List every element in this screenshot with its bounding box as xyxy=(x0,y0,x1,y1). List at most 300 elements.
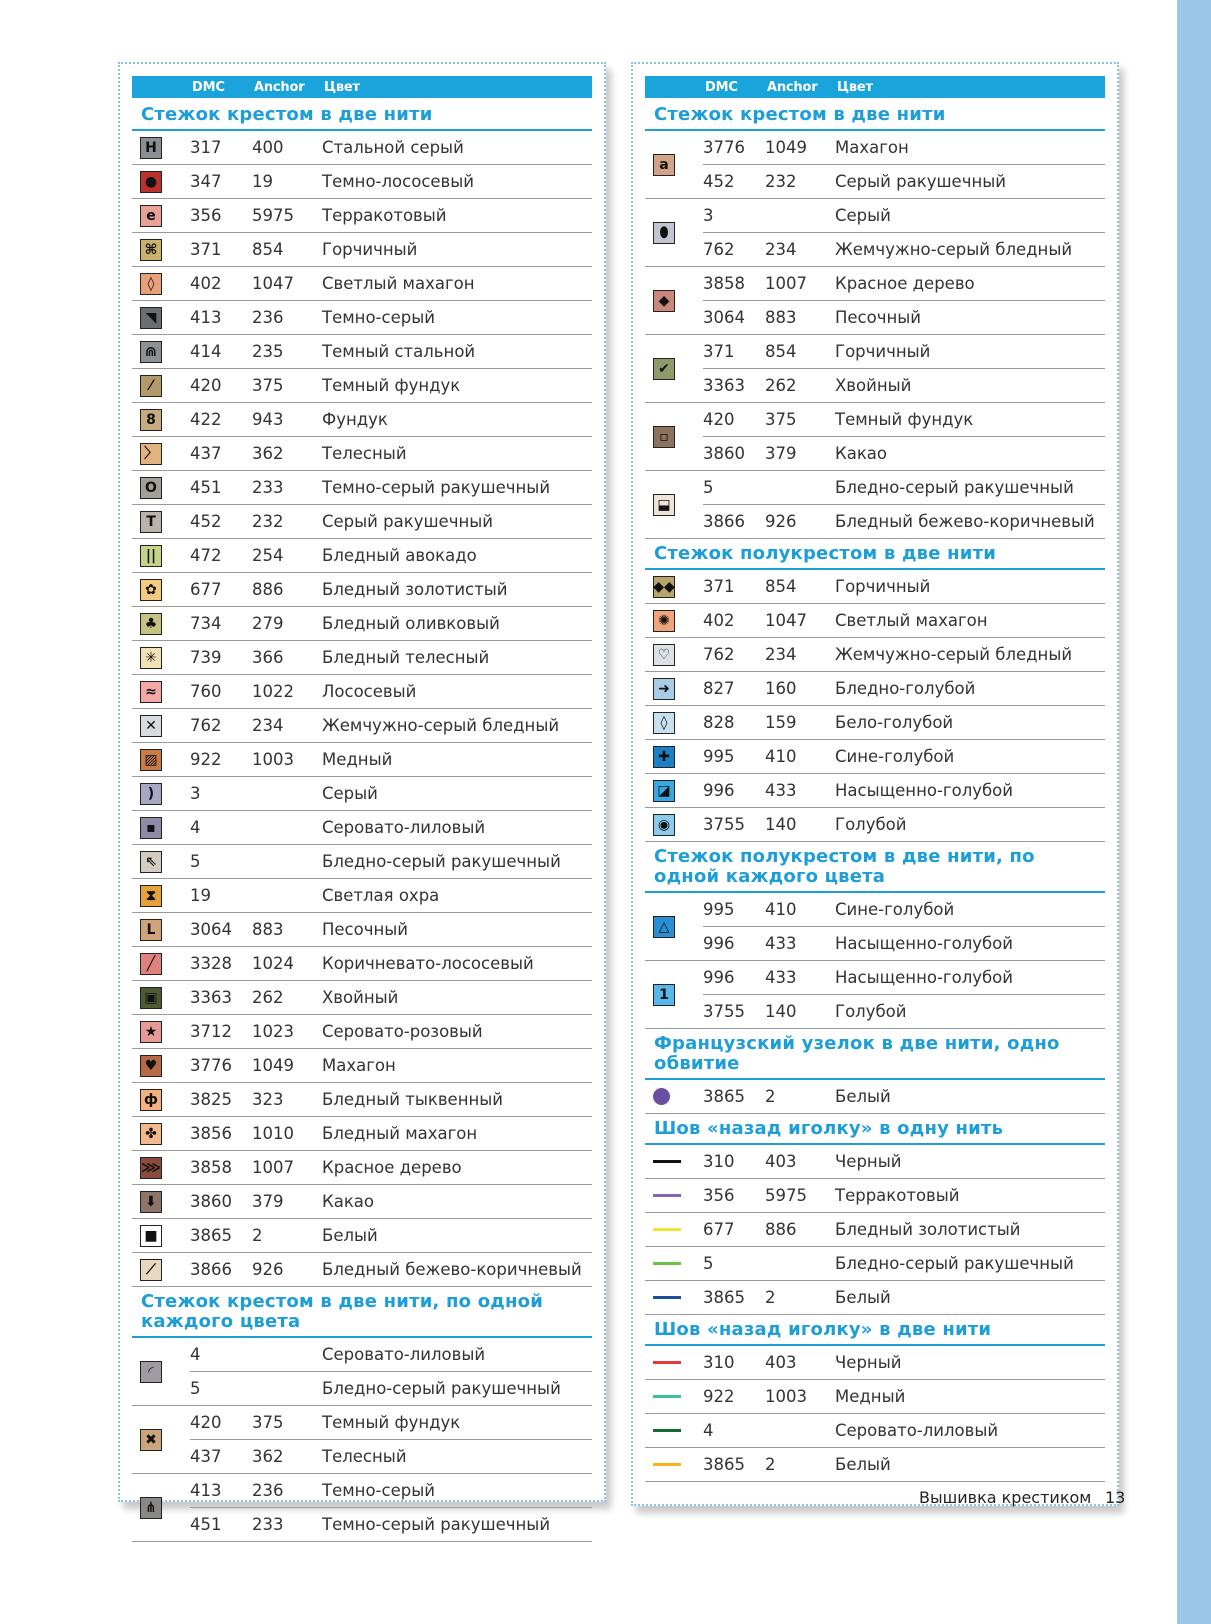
stitch-symbol-icon: ✔ xyxy=(653,358,675,380)
anchor-number: 1010 xyxy=(252,1124,294,1143)
section-title: Стежок крестом в две нити xyxy=(645,100,1105,131)
stitch-symbol-icon: ⋔ xyxy=(140,1497,162,1519)
legend-group xyxy=(132,301,592,335)
stitch-symbol-icon: ✳ xyxy=(140,647,162,669)
symbol-cell xyxy=(132,131,190,164)
stitch-symbol-icon: ✤ xyxy=(140,1123,162,1145)
thread-row xyxy=(703,638,1105,671)
thread-row xyxy=(190,1219,592,1252)
dmc-number: 762 xyxy=(703,645,735,664)
dmc-number: 317 xyxy=(190,138,222,157)
thread-row xyxy=(703,300,1105,334)
anchor-number: 235 xyxy=(252,342,284,361)
dmc-number: 4 xyxy=(190,1345,201,1364)
symbol-cell xyxy=(132,1219,190,1252)
backstitch-line-icon xyxy=(653,1262,681,1265)
dmc-number: 3776 xyxy=(190,1056,232,1075)
thread-row xyxy=(703,893,1105,926)
anchor-number: 379 xyxy=(765,444,797,463)
anchor-number: 379 xyxy=(252,1192,284,1211)
legend-group xyxy=(132,131,592,165)
stitch-symbol-icon: ♣ xyxy=(140,613,162,635)
thread-row xyxy=(703,706,1105,739)
thread-row xyxy=(190,709,592,742)
legend-group xyxy=(132,437,592,471)
color-name: Терракотовый xyxy=(835,1186,960,1205)
legend-group xyxy=(132,573,592,607)
anchor-number: 854 xyxy=(765,342,797,361)
color-name: Горчичный xyxy=(835,342,931,361)
stitch-symbol-icon: ■ xyxy=(140,1225,162,1247)
symbol-cell xyxy=(132,675,190,708)
symbol-cell xyxy=(645,1281,703,1314)
color-name: Жемчужно-серый бледный xyxy=(835,240,1073,259)
color-name: Бледно-серый ракушечный xyxy=(322,1379,561,1398)
stitch-symbol-icon: ✚ xyxy=(653,746,675,768)
thread-row xyxy=(190,1151,592,1184)
dmc-number: 5 xyxy=(190,852,201,871)
anchor-number: 233 xyxy=(252,478,284,497)
legend-group xyxy=(645,638,1105,672)
anchor-number: 366 xyxy=(252,648,284,667)
dmc-number: 452 xyxy=(703,172,735,191)
anchor-number: 234 xyxy=(252,716,284,735)
color-name: Бледный бежево-коричневый xyxy=(322,1260,582,1279)
symbol-cell xyxy=(132,199,190,232)
symbol-cell xyxy=(645,774,703,807)
legend-section xyxy=(132,1287,592,1542)
anchor-number: 234 xyxy=(765,645,797,664)
legend-group xyxy=(132,403,592,437)
stitch-symbol-icon: O xyxy=(140,477,162,499)
thread-row xyxy=(190,267,592,300)
anchor-number: 1047 xyxy=(765,611,807,630)
symbol-cell xyxy=(132,1338,190,1405)
section-title: Шов «назад иголку» в две нити xyxy=(645,1315,1105,1346)
legend-group xyxy=(132,1083,592,1117)
symbol-cell xyxy=(132,1151,190,1184)
section-title: Стежок полукрестом в две нити xyxy=(645,539,1105,570)
color-name: Темно-серый xyxy=(322,1481,435,1500)
stitch-symbol-icon: ✿ xyxy=(140,579,162,601)
anchor-number: 375 xyxy=(252,1413,284,1432)
thread-row xyxy=(190,947,592,980)
stitch-symbol-icon: ▪ xyxy=(140,817,162,839)
section-title: Французский узелок в две нити, одно обвитие xyxy=(645,1029,1105,1080)
legend-group xyxy=(132,505,592,539)
legend-group xyxy=(132,879,592,913)
symbol-cell xyxy=(645,1414,703,1447)
symbol-cell xyxy=(645,893,703,960)
stitch-symbol-icon: T xyxy=(140,511,162,533)
anchor-number: 262 xyxy=(765,376,797,395)
symbol-cell xyxy=(645,1380,703,1413)
french-knot-dot-icon xyxy=(653,1088,670,1105)
legend-group xyxy=(645,604,1105,638)
legend-group xyxy=(132,233,592,267)
column-header xyxy=(645,76,1105,98)
thread-row xyxy=(703,961,1105,994)
backstitch-line-icon xyxy=(653,1361,681,1364)
dmc-number: 996 xyxy=(703,934,735,953)
legend-group xyxy=(132,675,592,709)
stitch-symbol-icon: ▨ xyxy=(140,749,162,771)
legend-group xyxy=(645,961,1105,1029)
dmc-number: 762 xyxy=(190,716,222,735)
dmc-number: 3865 xyxy=(703,1455,745,1474)
symbol-cell xyxy=(132,539,190,572)
legend-group xyxy=(132,709,592,743)
color-name: Светлый махагон xyxy=(322,274,475,293)
color-name: Коричневато-лососевый xyxy=(322,954,534,973)
stitch-symbol-icon: ◆◆ xyxy=(653,576,675,598)
thread-row xyxy=(703,368,1105,402)
thread-row xyxy=(190,777,592,810)
dmc-number: 451 xyxy=(190,1515,222,1534)
stitch-symbol-icon: ➜ xyxy=(653,678,675,700)
dmc-number: 3064 xyxy=(190,920,232,939)
symbol-cell xyxy=(645,1145,703,1178)
color-name: Стальной серый xyxy=(322,138,464,157)
dmc-number: 922 xyxy=(190,750,222,769)
dmc-number: 371 xyxy=(703,577,735,596)
color-name: Темно-серый ракушечный xyxy=(322,478,551,497)
dmc-number: 3865 xyxy=(703,1288,745,1307)
dmc-number: 420 xyxy=(703,410,735,429)
legend-section xyxy=(645,1315,1105,1482)
stitch-symbol-icon: ✕ xyxy=(140,715,162,737)
color-name: Какао xyxy=(835,444,887,463)
anchor-number: 854 xyxy=(765,577,797,596)
symbol-cell xyxy=(132,845,190,878)
stitch-symbol-icon: ⁄ xyxy=(140,375,162,397)
thread-row xyxy=(190,1371,592,1405)
color-name: Песочный xyxy=(322,920,409,939)
symbol-cell xyxy=(645,740,703,773)
dmc-number: 452 xyxy=(190,512,222,531)
thread-row xyxy=(190,743,592,776)
dmc-number: 3858 xyxy=(703,274,745,293)
symbol-cell xyxy=(645,672,703,705)
color-name: Медный xyxy=(322,750,393,769)
stitch-symbol-icon: ♡ xyxy=(653,644,675,666)
color-name: Горчичный xyxy=(322,240,418,259)
legend-group xyxy=(645,706,1105,740)
anchor-number: 926 xyxy=(252,1260,284,1279)
color-name: Хвойный xyxy=(835,376,912,395)
legend-group xyxy=(645,1145,1105,1179)
thread-row xyxy=(703,604,1105,637)
color-name: Терракотовый xyxy=(322,206,447,225)
thread-row xyxy=(190,131,592,164)
anchor-number: 232 xyxy=(765,172,797,191)
legend-group xyxy=(645,131,1105,199)
stitch-symbol-icon: e xyxy=(140,205,162,227)
symbol-cell xyxy=(132,913,190,946)
footer-title: Вышивка крестиком xyxy=(919,1488,1092,1507)
header-dmc: DMC xyxy=(192,80,225,95)
symbol-cell xyxy=(132,641,190,674)
thread-row xyxy=(190,641,592,674)
color-name: Махагон xyxy=(322,1056,396,1075)
color-name: Насыщенно-голубой xyxy=(835,968,1014,987)
anchor-number: 233 xyxy=(252,1515,284,1534)
anchor-number: 433 xyxy=(765,781,797,800)
dmc-number: 310 xyxy=(703,1353,735,1372)
legend-group xyxy=(132,1185,592,1219)
thread-row xyxy=(190,1338,592,1371)
thread-row xyxy=(703,1414,1105,1447)
legend-group xyxy=(645,1247,1105,1281)
legend-group xyxy=(645,403,1105,471)
thread-row xyxy=(190,403,592,436)
dmc-number: 5 xyxy=(190,1379,201,1398)
anchor-number: 262 xyxy=(252,988,284,1007)
anchor-number: 883 xyxy=(252,920,284,939)
color-name: Бледный тыквенный xyxy=(322,1090,504,1109)
thread-row xyxy=(703,335,1105,368)
dmc-number: 828 xyxy=(703,713,735,732)
thread-row xyxy=(190,199,592,232)
thread-row xyxy=(703,232,1105,266)
dmc-number: 420 xyxy=(190,1413,222,1432)
stitch-symbol-icon: ╱ xyxy=(140,953,162,975)
thread-row xyxy=(190,811,592,844)
stitch-symbol-icon: ф xyxy=(140,1089,162,1111)
dmc-number: 3860 xyxy=(703,444,745,463)
anchor-number: 886 xyxy=(252,580,284,599)
color-name: Телесный xyxy=(322,1447,407,1466)
legend-group xyxy=(132,1015,592,1049)
color-name: Сине-голубой xyxy=(835,747,955,766)
stitch-symbol-icon: ◆ xyxy=(653,290,675,312)
legend-section xyxy=(645,1029,1105,1114)
dmc-number: 3363 xyxy=(190,988,232,1007)
legend-group xyxy=(132,369,592,403)
thread-row xyxy=(703,504,1105,538)
header-color: Цвет xyxy=(837,80,873,95)
anchor-number: 140 xyxy=(765,1002,797,1021)
dmc-number: 3755 xyxy=(703,1002,745,1021)
color-name: Бледный бежево-коричневый xyxy=(835,512,1095,531)
anchor-number: 140 xyxy=(765,815,797,834)
symbol-cell xyxy=(132,1049,190,1082)
anchor-number: 19 xyxy=(252,172,273,191)
color-name: Какао xyxy=(322,1192,374,1211)
stitch-symbol-icon: ⬇ xyxy=(140,1191,162,1213)
stitch-symbol-icon: || xyxy=(140,545,162,567)
stitch-symbol-icon: ▫ xyxy=(653,426,675,448)
anchor-number: 1047 xyxy=(252,274,294,293)
left-sections xyxy=(132,100,592,1542)
stitch-symbol-icon: △ xyxy=(653,916,675,938)
thread-row xyxy=(190,301,592,334)
backstitch-line-icon xyxy=(653,1429,681,1432)
stitch-symbol-icon: ⧗ xyxy=(140,885,162,907)
dmc-number: 3064 xyxy=(703,308,745,327)
stitch-symbol-icon: ⇖ xyxy=(140,851,162,873)
color-name: Темный фундук xyxy=(322,376,461,395)
anchor-number: 1024 xyxy=(252,954,294,973)
anchor-number: 1007 xyxy=(765,274,807,293)
legend-group xyxy=(132,199,592,233)
dmc-number: 347 xyxy=(190,172,222,191)
symbol-cell xyxy=(132,1083,190,1116)
header-dmc: DMC xyxy=(705,80,738,95)
thread-row xyxy=(703,131,1105,164)
symbol-cell xyxy=(132,1474,190,1541)
symbol-cell xyxy=(645,267,703,334)
thread-row xyxy=(703,1247,1105,1280)
legend-group xyxy=(645,1346,1105,1380)
anchor-number: 234 xyxy=(765,240,797,259)
dmc-number: 3 xyxy=(703,206,714,225)
section-title: Стежок полукрестом в две нити, по одной каждого цвета xyxy=(645,842,1105,893)
dmc-number: 762 xyxy=(703,240,735,259)
symbol-cell xyxy=(132,573,190,606)
symbol-cell xyxy=(132,777,190,810)
symbol-cell xyxy=(645,638,703,671)
thread-row xyxy=(703,1380,1105,1413)
dmc-number: 827 xyxy=(703,679,735,698)
symbol-cell xyxy=(645,1213,703,1246)
anchor-number: 1049 xyxy=(252,1056,294,1075)
legend-section xyxy=(645,539,1105,842)
legend-group xyxy=(132,267,592,301)
color-name: Серый ракушечный xyxy=(835,172,1006,191)
thread-row xyxy=(703,436,1105,470)
color-name: Голубой xyxy=(835,1002,907,1021)
symbol-cell xyxy=(132,165,190,198)
thread-row xyxy=(190,1049,592,1082)
dmc-number: 402 xyxy=(190,274,222,293)
symbol-cell xyxy=(132,1117,190,1150)
symbol-cell xyxy=(132,369,190,402)
anchor-number: 2 xyxy=(765,1455,776,1474)
anchor-number: 1007 xyxy=(252,1158,294,1177)
symbol-cell xyxy=(132,335,190,368)
color-name: Фундук xyxy=(322,410,388,429)
legend-group xyxy=(132,947,592,981)
legend-group xyxy=(132,641,592,675)
legend-group xyxy=(645,808,1105,842)
color-name: Сине-голубой xyxy=(835,900,955,919)
anchor-number: 433 xyxy=(765,968,797,987)
color-name: Белый xyxy=(835,1288,891,1307)
color-name: Хвойный xyxy=(322,988,399,1007)
thread-row xyxy=(703,1346,1105,1379)
anchor-number: 410 xyxy=(765,900,797,919)
dmc-number: 420 xyxy=(190,376,222,395)
legend-group xyxy=(645,1213,1105,1247)
color-name: Темный фундук xyxy=(835,410,974,429)
symbol-cell xyxy=(132,981,190,1014)
dmc-number: 472 xyxy=(190,546,222,565)
dmc-number: 734 xyxy=(190,614,222,633)
stitch-symbol-icon: ◊ xyxy=(653,712,675,734)
anchor-number: 323 xyxy=(252,1090,284,1109)
anchor-number: 2 xyxy=(765,1288,776,1307)
backstitch-line-icon xyxy=(653,1296,681,1299)
stitch-symbol-icon: 〉 xyxy=(140,443,162,465)
thread-row xyxy=(703,926,1105,960)
thread-row xyxy=(190,573,592,606)
symbol-cell xyxy=(132,267,190,300)
color-name: Насыщенно-голубой xyxy=(835,781,1014,800)
anchor-number: 400 xyxy=(252,138,284,157)
stitch-symbol-icon: ◪ xyxy=(653,780,675,802)
legend-group xyxy=(645,1414,1105,1448)
column-header xyxy=(132,76,592,98)
anchor-number: 1003 xyxy=(252,750,294,769)
right-sections xyxy=(645,100,1105,1482)
stitch-symbol-icon: ◥ xyxy=(140,307,162,329)
color-name: Серовато-лиловый xyxy=(322,818,486,837)
anchor-number: 403 xyxy=(765,1353,797,1372)
legend-group xyxy=(645,1080,1105,1114)
legend-group xyxy=(132,1338,592,1406)
color-name: Бело-голубой xyxy=(835,713,954,732)
anchor-number: 403 xyxy=(765,1152,797,1171)
color-name: Насыщенно-голубой xyxy=(835,934,1014,953)
legend-group xyxy=(132,1117,592,1151)
dmc-number: 760 xyxy=(190,682,222,701)
thread-row xyxy=(703,774,1105,807)
dmc-number: 437 xyxy=(190,444,222,463)
color-name: Темный фундук xyxy=(322,1413,461,1432)
color-name: Черный xyxy=(835,1152,902,1171)
legend-group xyxy=(132,335,592,369)
color-name: Бледный золотистый xyxy=(322,580,508,599)
color-name: Бледный оливковый xyxy=(322,614,500,633)
thread-row xyxy=(703,740,1105,773)
section-title: Стежок крестом в две нити xyxy=(132,100,592,131)
symbol-cell xyxy=(132,1185,190,1218)
dmc-number: 451 xyxy=(190,478,222,497)
anchor-number: 5975 xyxy=(252,206,294,225)
page-edge-strip xyxy=(1177,0,1211,1624)
symbol-cell xyxy=(132,743,190,776)
backstitch-line-icon xyxy=(653,1228,681,1231)
page-number: 13 xyxy=(1105,1488,1126,1507)
stitch-symbol-icon: ≈ xyxy=(140,681,162,703)
anchor-number: 254 xyxy=(252,546,284,565)
symbol-cell xyxy=(132,811,190,844)
stitch-symbol-icon: ♥ xyxy=(140,1055,162,1077)
stitch-symbol-icon: ✖ xyxy=(140,1429,162,1451)
dmc-number: 677 xyxy=(703,1220,735,1239)
stitch-symbol-icon: a xyxy=(653,154,675,176)
legend-group xyxy=(132,811,592,845)
thread-row xyxy=(190,539,592,572)
dmc-number: 3865 xyxy=(190,1226,232,1245)
color-name: Серый xyxy=(322,784,378,803)
dmc-number: 5 xyxy=(703,1254,714,1273)
symbol-cell xyxy=(132,1015,190,1048)
anchor-number: 854 xyxy=(252,240,284,259)
dmc-number: 996 xyxy=(703,968,735,987)
stitch-symbol-icon: ▣ xyxy=(140,987,162,1009)
thread-row xyxy=(703,570,1105,603)
dmc-number: 3 xyxy=(190,784,201,803)
thread-row xyxy=(190,1507,592,1541)
dmc-number: 310 xyxy=(703,1152,735,1171)
symbol-cell xyxy=(132,505,190,538)
backstitch-line-icon xyxy=(653,1160,681,1163)
color-name: Темно-серый xyxy=(322,308,435,327)
dmc-number: 3755 xyxy=(703,815,745,834)
dmc-number: 402 xyxy=(703,611,735,630)
